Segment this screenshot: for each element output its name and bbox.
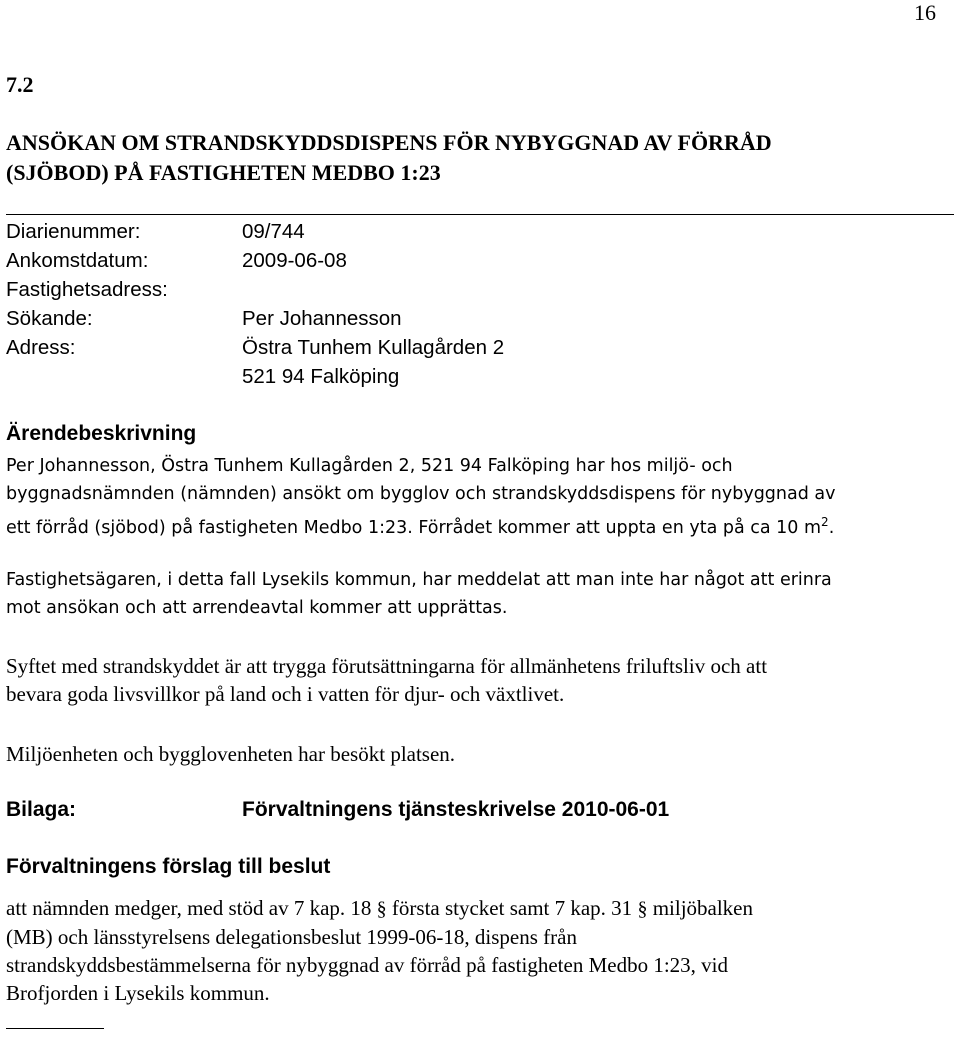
landowner-line-1: Fastighetsägaren, i detta fall Lysekils kommun, har meddelat att man inte har något att erinra <box>6 570 832 590</box>
section-sign: § <box>376 898 387 920</box>
proposal-line-4: Brofjorden i Lysekils kommun. <box>6 981 270 1005</box>
arendebeskrivning-heading: Ärendebeskrivning <box>6 422 197 445</box>
bilaga-label: Bilaga: <box>6 798 77 821</box>
diarienummer-value: 09/744 <box>242 220 305 243</box>
proposal-line-3: strandskyddsbestämmelserna för nybyggnad av förråd på fastigheten Medbo 1:23, vid <box>6 953 728 977</box>
title-line-2: (SJÖBOD) PÅ FASTIGHETEN MEDBO 1:23 <box>6 160 441 185</box>
footnote-divider <box>6 1028 104 1029</box>
paragraph-visit: Miljöenheten och bygglovenheten har besökt platsen. <box>6 742 456 766</box>
proposal-line-1-part-b: första stycket samt 7 kap. 31 <box>386 896 638 920</box>
paragraph-description <box>6 452 944 542</box>
proposal-line-1-part-a: att nämnden medger, med stöd av 7 kap. 18 <box>6 896 377 920</box>
section-sign: § <box>637 898 648 920</box>
paragraph-proposal <box>6 894 944 1007</box>
fastighetsadress-label: Fastighetsadress: <box>6 278 168 301</box>
purpose-line-2: bevara goda livsvillkor på land och i vatten för djur- och växtlivet. <box>6 682 565 706</box>
proposal-line-2: (MB) och länsstyrelsens delegationsbeslut 1999-06-18, dispens från <box>6 925 577 949</box>
superscript-2: 2 <box>821 515 829 529</box>
section-number: 7.2 <box>6 72 34 97</box>
landowner-line-2: mot ansökan och att arrendeavtal kommer att upprättas. <box>6 598 508 618</box>
ankomstdatum-label: Ankomstdatum: <box>6 249 149 272</box>
adress-value-line-2: 521 94 Falköping <box>242 365 400 388</box>
sokande-label: Sökande: <box>6 307 93 330</box>
paragraph-landowner <box>6 566 944 622</box>
adress-value-line-1: Östra Tunhem Kullagården 2 <box>242 336 505 359</box>
adress-label: Adress: <box>6 336 76 359</box>
description-line-3 <box>6 508 944 542</box>
title-divider <box>6 214 954 215</box>
proposal-line-1 <box>6 894 944 923</box>
purpose-line-1: Syftet med strandskyddet är att trygga förutsättningarna för allmänhetens friluftsliv och att <box>6 654 768 678</box>
paragraph-purpose <box>6 652 944 708</box>
description-line-3-text: ett förråd (sjöbod) på fastigheten Medbo 1:23. Förrådet kommer att uppta en yta på ca 10 m <box>6 517 822 538</box>
page-number: 16 <box>914 0 936 25</box>
description-line-2: byggnadsnämnden (nämnden) ansökt om bygglov och strandskyddsdispens för nybyggnad av <box>6 484 836 504</box>
document-title <box>6 128 772 188</box>
sokande-value: Per Johannesson <box>242 307 402 330</box>
description-end: . <box>828 517 835 538</box>
title-line-1: ANSÖKAN OM STRANDSKYDDSDISPENS FÖR NYBYGGNAD AV FÖRRÅD <box>6 130 772 155</box>
bilaga-value: Förvaltningens tjänsteskrivelse 2010-06-01 <box>242 798 670 821</box>
description-line-1: Per Johannesson, Östra Tunhem Kullagården 2, 521 94 Falköping har hos miljö- och <box>6 456 733 476</box>
forslag-heading: Förvaltningens förslag till beslut <box>6 855 331 878</box>
ankomstdatum-value: 2009-06-08 <box>242 249 347 272</box>
proposal-line-1-part-c: miljöbalken <box>647 896 754 920</box>
diarienummer-label: Diarienummer: <box>6 220 141 243</box>
